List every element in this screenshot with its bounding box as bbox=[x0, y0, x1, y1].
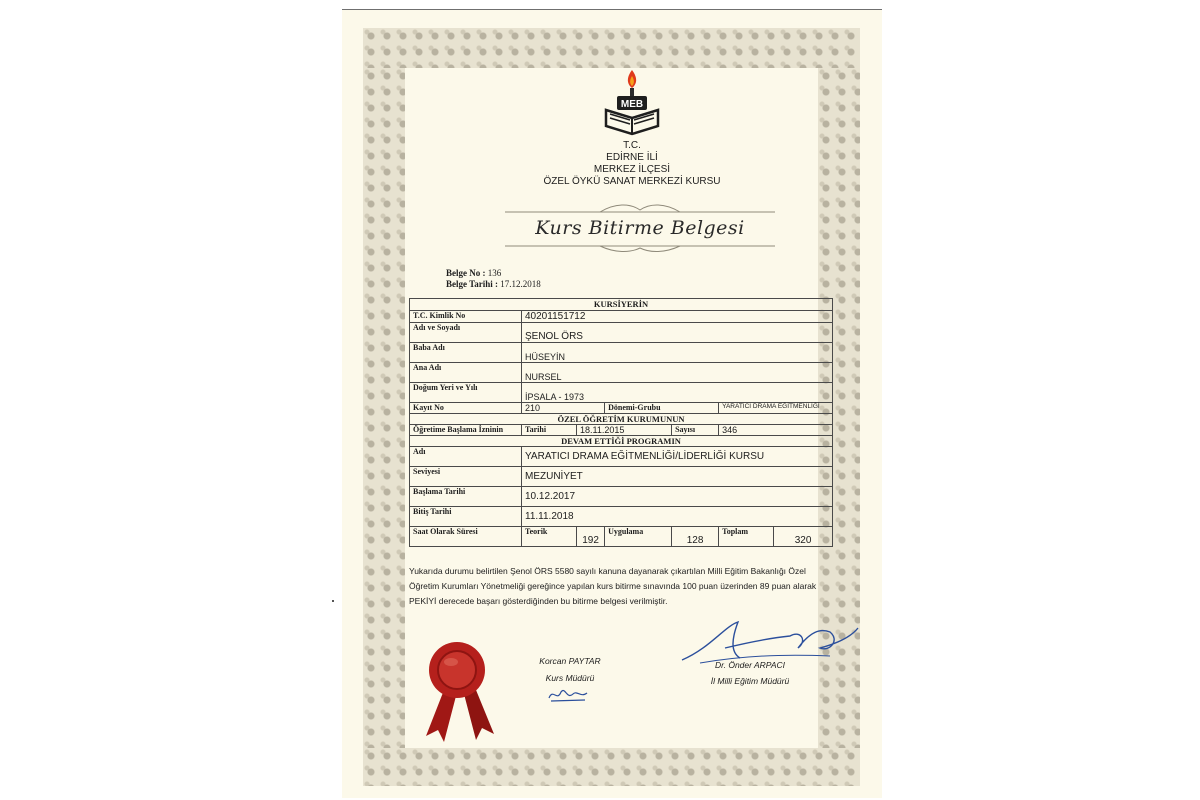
program-name-value: YARATICI DRAMA EĞİTMENLİĞİ/LİDERLİĞİ KURSU bbox=[522, 447, 833, 467]
father-label: Baba Adı bbox=[410, 343, 522, 363]
izin-label: Öğretime Başlama İzninin bbox=[410, 425, 522, 436]
toplam-value: 320 bbox=[774, 527, 833, 547]
right-signer-title: İl Milli Eğitim Müdürü bbox=[710, 676, 790, 686]
uygulama-label: Uygulama bbox=[605, 527, 672, 547]
mother-label: Ana Adı bbox=[410, 363, 522, 383]
header-district: MERKEZ İLÇESİ bbox=[593, 164, 671, 175]
meb-logo-icon bbox=[600, 68, 664, 138]
belge-tarihi-value: 17.12.2018 bbox=[500, 279, 541, 289]
name-label: Adı ve Soyadı bbox=[410, 323, 522, 343]
kayit-value: 210 bbox=[522, 403, 605, 414]
birth-value: İPSALA - 1973 bbox=[522, 383, 833, 403]
teorik-label: Teorik bbox=[522, 527, 577, 547]
wax-seal-icon bbox=[418, 640, 496, 744]
certificate-statement: Yukarıda durumu belirtilen Şenol ÖRS 5580 sayılı kanuna dayanarak çıkartılan Milli Eğitim Bakanlığı Özel Öğretim Kurumları Yönetmeliği gereğince yapılan kurs bitirme sınavında 100 puan üzerinden 89 puan alarak PEKİYİ derecede başarı gösterdiğinden bu bitirme belgesi verilmiştir. bbox=[409, 566, 817, 606]
start-date-value: 10.12.2017 bbox=[522, 487, 833, 507]
left-signer-title: Kurs Müdürü bbox=[545, 673, 595, 683]
section-kursiyer: KURSİYERİN bbox=[410, 299, 833, 311]
sayisi-value: 346 bbox=[719, 425, 833, 436]
ornamental-border-left bbox=[363, 68, 405, 748]
donem-label: Dönemi-Grubu bbox=[605, 403, 719, 414]
uygulama-value: 128 bbox=[672, 527, 719, 547]
ornamental-border-bottom bbox=[363, 748, 860, 786]
level-value: MEZUNİYET bbox=[522, 467, 833, 487]
section-program: DEVAM ETTİĞİ PROGRAMIN bbox=[410, 436, 833, 447]
belge-no-line bbox=[446, 268, 501, 278]
header-tc: T.C. bbox=[623, 140, 641, 151]
svg-text:MEB: MEB bbox=[620, 99, 644, 110]
scan-speck bbox=[332, 600, 334, 602]
end-date-value: 11.11.2018 bbox=[522, 507, 833, 527]
belge-tarihi-label: Belge Tarihi : bbox=[446, 279, 499, 289]
left-signer-name: Korcan PAYTAR bbox=[539, 656, 601, 666]
level-label: Seviyesi bbox=[410, 467, 522, 487]
header-province: EDİRNE İLİ bbox=[606, 152, 658, 163]
toplam-label: Toplam bbox=[719, 527, 774, 547]
sayisi-label: Sayısı bbox=[672, 425, 719, 436]
tc-value: 40201151712 bbox=[522, 311, 833, 323]
belge-tarihi-line bbox=[446, 279, 541, 289]
teorik-value: 192 bbox=[577, 527, 605, 547]
certificate-title: Kurs Bitirme Belgesi bbox=[535, 217, 745, 239]
donem-value: YARATICI DRAMA EĞİTMENLİĞİ bbox=[719, 403, 833, 414]
belge-no-label: Belge No : bbox=[446, 268, 486, 278]
end-date-label: Bitiş Tarihi bbox=[410, 507, 522, 527]
ornamental-border-top bbox=[363, 28, 860, 68]
belge-no-value: 136 bbox=[487, 268, 502, 278]
kayit-label: Kayıt No bbox=[410, 403, 522, 414]
tarihi-value: 18.11.2015 bbox=[577, 425, 672, 436]
mother-value: NURSEL bbox=[522, 363, 833, 383]
section-kurum: ÖZEL ÖĞRETİM KURUMUNUN bbox=[410, 414, 833, 425]
student-info-table bbox=[409, 298, 833, 547]
left-signature-icon bbox=[545, 684, 591, 704]
name-value: ŞENOL ÖRS bbox=[522, 323, 833, 343]
header-institution: ÖZEL ÖYKÜ SANAT MERKEZİ KURSU bbox=[543, 176, 721, 187]
right-signer-name: Dr. Önder ARPACI bbox=[714, 660, 786, 670]
birth-label: Doğum Yeri ve Yılı bbox=[410, 383, 522, 403]
duration-label: Saat Olarak Süresi bbox=[410, 527, 522, 547]
father-value: HÜSEYİN bbox=[522, 343, 833, 363]
tc-label: T.C. Kimlik No bbox=[410, 311, 522, 323]
certificate-title-block bbox=[505, 203, 775, 253]
tarihi-label: Tarihi bbox=[522, 425, 577, 436]
program-name-label: Adı bbox=[410, 447, 522, 467]
start-date-label: Başlama Tarihi bbox=[410, 487, 522, 507]
